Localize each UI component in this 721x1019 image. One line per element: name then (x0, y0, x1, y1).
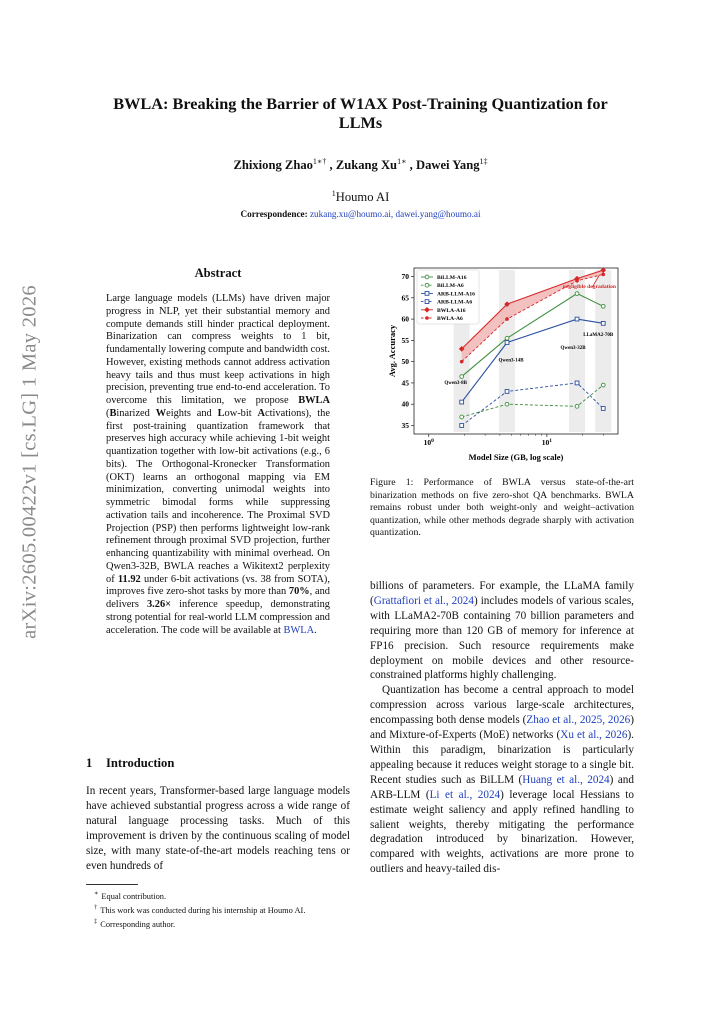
x-tick-label: $10^0$ (423, 438, 434, 447)
model-label: Qwen3-32B (560, 345, 586, 351)
x-tick-label: $10^1$ (541, 438, 553, 447)
author-name: Dawei Yang (415, 158, 480, 173)
data-point (575, 292, 579, 296)
model-label: Qwen3-14B (498, 358, 524, 364)
figure-caption: Figure 1: Performance of BWLA versus state-of-the-art binarization methods on five zero-shot QA benchmarks. BWLA remains robust under both weight-only and weight–activation quantization, while other methods degrade sharply with activation quantization. (370, 477, 634, 538)
code-link[interactable]: BWLA (283, 624, 315, 636)
y-tick-label: 50 (401, 357, 409, 367)
affiliation: $^1$Houmo AI (331, 189, 390, 205)
legend-entry: BiLLM-A16 (437, 275, 467, 281)
abstract-body: Large language models (LLMs) have driven major progress in NLP, yet their substantial memory and compute demands still hinder practical deployment. Binarization can compress weights to 1 bit, fundamentally lowering compute and bandwidth cost. However, existing methods cannot address activation heavy tails and thus must keep activations in high precision, preventing true end-to-end acceleration. To overcome this limitation, we propose BWLA (Binarized Weights and Low-bit Activations), the first post-training quantization framework that preserves high accuracy while achieving 1-bit weight quantization together with low-bit activations (e.g., 6 bits). The Orthogonal-Kronecker Transformation (OKT) learns an orthogonal mapping via EM minimization, converting unimodal weights into symmetric bimodal forms while suppressing activation tails and incoherence. The Proximal SVD Projection (PSP) then performs lightweight low-rank refinement through proximal SVD projection, further enhancing quantizability with minimal overhead. On Qwen3-32B, BWLA reaches a Wikitext2 perplexity of 11.92 under 6-bit activations (vs. 38 from SOTA), improves five zero-shot tasks by more than 70%, and delivers 3.26× inference speedup, demonstrating strong potential for real-world LLM compression and acceleration. The code will be available at BWLA. (106, 293, 330, 636)
author-name: Zukang Xu (335, 158, 398, 173)
model-label: LLaMA2-70B (583, 333, 614, 339)
y-tick-label: 40 (401, 399, 409, 409)
arxiv-id: arXiv:2605.00422v1 [cs.LG] 1 May 2026 (18, 285, 41, 639)
x-axis-label: Model Size (GB, log scale) (468, 452, 564, 462)
data-point (505, 336, 509, 340)
data-point (425, 275, 429, 279)
citation-link[interactable]: Grattafiori et al., 2024 (373, 594, 474, 607)
legend-entry: BWLA-A6 (437, 316, 463, 322)
legend-entry: BiLLM-A6 (437, 283, 464, 290)
data-point (460, 415, 464, 419)
footnote: ∗ Equal contribution. (94, 890, 167, 901)
data-point (425, 300, 429, 304)
data-point (601, 273, 605, 277)
data-point (425, 292, 429, 296)
figure-1-chart (368, 262, 632, 474)
data-point (505, 402, 509, 406)
author-name: Zhixiong Zhao (233, 158, 313, 173)
data-point (460, 375, 464, 379)
annotation-label: negligible degradation (562, 284, 616, 291)
legend (417, 270, 479, 324)
data-point (601, 383, 605, 387)
correspondence-email-link[interactable]: zukang.xu@houmo.ai, dawei.yang@houmo.ai (309, 209, 481, 219)
footnote-rule (86, 884, 138, 885)
data-point (505, 317, 509, 321)
y-tick-label: 45 (401, 378, 409, 388)
citation-link[interactable]: Li et al., 2024 (429, 788, 501, 801)
data-point (460, 360, 464, 364)
data-point (575, 317, 579, 321)
footnote: † This work was conducted during his internship at Houmo AI. (94, 903, 306, 915)
data-point (575, 404, 579, 408)
abstract-heading: Abstract (194, 266, 242, 280)
legend-entry: ARB-LLM-A6 (437, 299, 473, 306)
data-point (575, 279, 579, 283)
model-band (499, 270, 515, 432)
paper-title: BWLA: Breaking the Barrier of W1AX Post-Training Quantization for LLMs (113, 94, 608, 132)
data-point (425, 283, 429, 287)
data-point (460, 400, 464, 404)
data-point (601, 304, 605, 308)
citation-link[interactable]: Huang et al., 2024 (522, 773, 610, 786)
right-column-text (370, 579, 634, 877)
citation-link[interactable]: Zhao et al., 2025, 2026 (526, 714, 631, 727)
legend-entry: ARB-LLM-A16 (437, 291, 475, 298)
author-list: Zhixiong Zhao$^{1∗\dagger}$ , Zukang $Xu^{1∗}$ , Dawei Yang$^{1\ddagger}$ (233, 157, 488, 173)
footnote: ‡ Corresponding author. (94, 917, 176, 929)
section-heading-introduction: 1 Introduction (86, 756, 175, 770)
data-point (601, 321, 605, 325)
data-point (425, 316, 429, 320)
data-point (505, 390, 509, 394)
y-tick-label: 70 (401, 272, 409, 282)
footnotes (86, 888, 350, 929)
correspondence: Correspondence: zukang.xu@houmo.ai, dawei.yang@houmo.ai (240, 209, 481, 219)
legend-entry: BWLA-A16 (437, 307, 466, 314)
data-point (601, 407, 605, 411)
arxiv-stamp (10, 232, 50, 692)
y-tick-label: 35 (401, 420, 409, 430)
data-point (505, 341, 509, 345)
paragraph: billions of parameters. For example, the LLaMA family (Grattafiori et al., 2024) includes models of various scales, with LLaMA2-70B containing 70 billion parameters and requiring more than 120 GB of memory for inference at FP16 precision. Such resource requirements make deployment on mobile devices and other resource-constrained platforms highly challenging. (370, 580, 634, 682)
paragraph: Quantization has become a central approach to model compression across various large-scale architectures, encompassing both dense models (Zhao et al., 2025, 2026) and Mixture-of-Experts (MoE) networks (Xu et al., 2026). Within this paradigm, binarization is particularly appealing because it reduces weight storage to a single bit. Recent studies such as BiLLM (Huang et al., 2024) and ARB-LLM (Li et al., 2024) leverage local Hessians to estimate weight saliency and apply refined handling to salient weights, thereby mitigating the performance degradation introduced by binarization. However, compared with weights, activations are more prone to outliers and heavy-tailed dis- (370, 684, 634, 876)
intro-paragraph: In recent years, Transformer-based large language models have achieved substantial progress across a wide range of natural language processing tasks. Much of this improvement is driven by the continuous scaling of model size, with many state-of-the-art models reaching tens or even hundreds of (86, 785, 350, 872)
data-point (575, 381, 579, 385)
y-axis-label: Avg. Accuracy (387, 324, 397, 378)
citation-link[interactable]: Xu et al., 2026 (560, 729, 628, 742)
data-point (460, 424, 464, 428)
model-label: Qwen3-8B (444, 381, 467, 387)
y-tick-label: 55 (401, 335, 409, 345)
y-tick-label: 65 (401, 293, 409, 303)
y-tick-label: 60 (401, 314, 409, 324)
